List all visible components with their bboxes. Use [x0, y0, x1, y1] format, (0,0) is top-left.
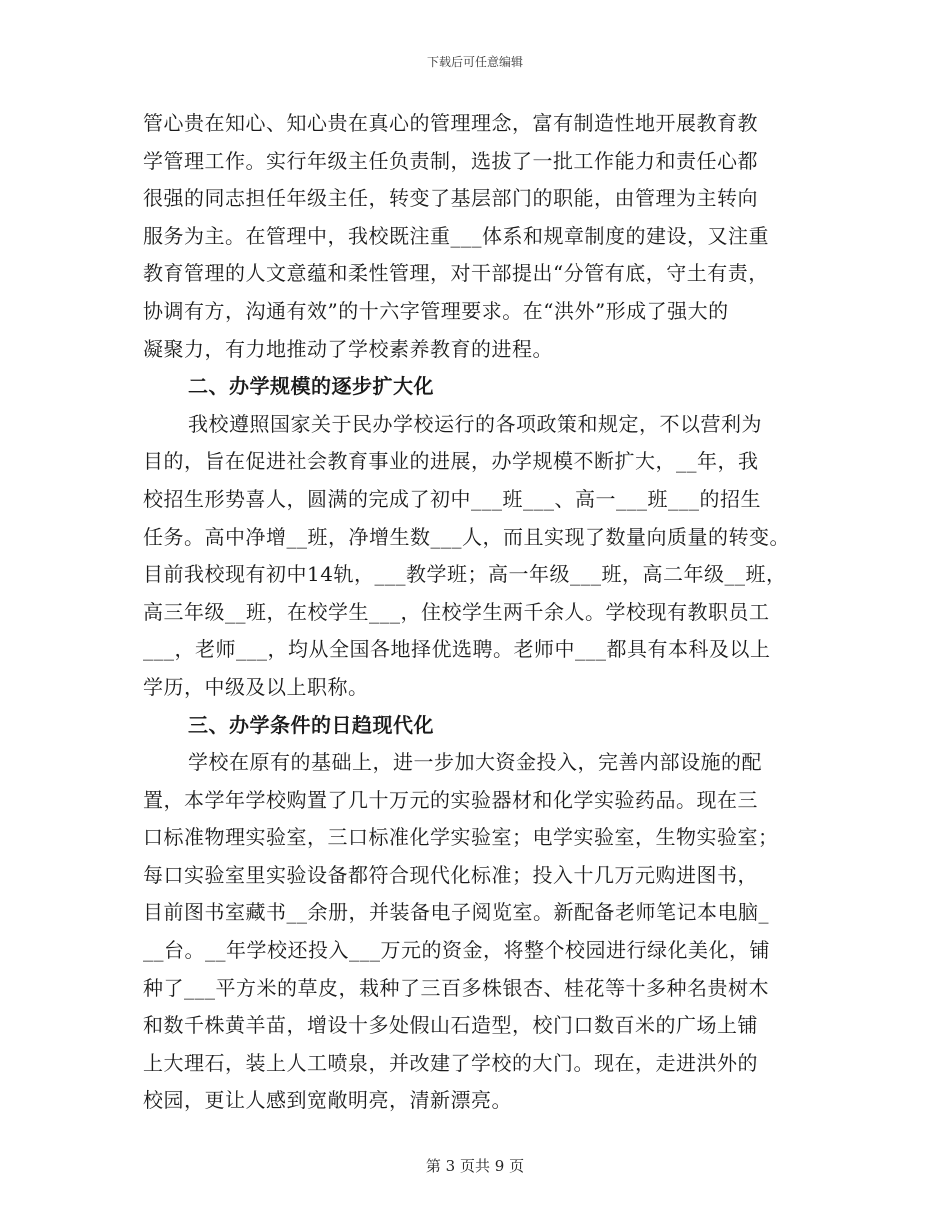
text-line: 学管理工作。实行年级主任负责制，选拔了一批工作能力和责任心都 [143, 148, 758, 173]
text-line: 置，本学年学校购置了几十万元的实验器材和化学实验药品。现在三 [143, 787, 758, 812]
text-line: 服务为主。在管理中，我校既注重___体系和规章制度的建设，又注重 [143, 223, 769, 248]
text-line: 任务。高中净增__班，净增生数___人，而且实现了数量向质量的转变。 [143, 524, 790, 549]
text-line: 上大理石，装上人工喷泉，并改建了学校的大门。现在，走进洪外的 [143, 1050, 758, 1075]
text-line: 我校遵照国家关于民办学校运行的各项政策和规定，不以营利为 [188, 411, 762, 436]
text-line: 学校在原有的基础上，进一步加大资金投入，完善内部设施的配 [188, 750, 762, 775]
text-line: 目的，旨在促进社会教育事业的进展，办学规模不断扩大，__年，我 [143, 449, 759, 474]
text-line: 校园，更让人感到宽敞明亮，清新漂亮。 [143, 1088, 512, 1113]
text-line: 教育管理的人文意蕴和柔性管理，对干部提出“分管有底，守土有责， [143, 261, 769, 286]
section-heading: 二、办学规模的逐步扩大化 [188, 374, 434, 399]
text-line: 高三年级__班，在校学生___，住校学生两千余人。学校现有教职员工 [143, 599, 770, 624]
document-body [143, 105, 823, 1120]
text-line: 协调有方，沟通有效”的十六字管理要求。在“洪外”形成了强大的 [143, 298, 729, 323]
page-header: 下载后可任意编辑 [426, 55, 523, 69]
text-line: 管心贵在知心、知心贵在真心的管理理念，富有制造性地开展教育教 [143, 111, 758, 135]
section-heading: 三、办学条件的日趋现代化 [188, 712, 434, 737]
text-line: 口标准物理实验室，三口标准化学实验室；电学实验室，生物实验室； [143, 825, 779, 850]
text-line: 和数千株黄羊苗，增设十多处假山石造型，校门口数百米的广场上铺 [143, 1013, 758, 1038]
text-line: 目前图书室藏书__余册，并装备电子阅览室。新配备老师笔记本电脑_ [143, 900, 769, 925]
text-line: 很强的同志担任年级主任，转变了基层部门的职能，由管理为主转向 [143, 186, 758, 211]
text-line: __台。__年学校还投入___万元的资金，将整个校园进行绿化美化，铺 [143, 938, 770, 963]
text-line: ___，老师___，均从全国各地择优选聘。老师中___都具有本科及以上 [143, 637, 771, 662]
text-line: 种了___平方米的草皮，栽种了三百多株银杏、桂花等十多种名贵树木 [143, 975, 769, 1000]
text-line: 每口实验室里实验设备都符合现代化标准；投入十几万元购进图书， [143, 862, 758, 887]
page-footer: 第 3 页共 9 页 [425, 1157, 525, 1175]
text-line: 校招生形势喜人，圆满的完成了初中___班___、高一___班___的招生 [143, 486, 761, 511]
text-line: 目前我校现有初中14轨，___教学班；高一年级___班，高二年级__班， [143, 562, 787, 587]
text-line: 凝聚力，有力地推动了学校素养教育的进程。 [143, 336, 553, 361]
text-line: 学历，中级及以上职称。 [143, 674, 369, 699]
